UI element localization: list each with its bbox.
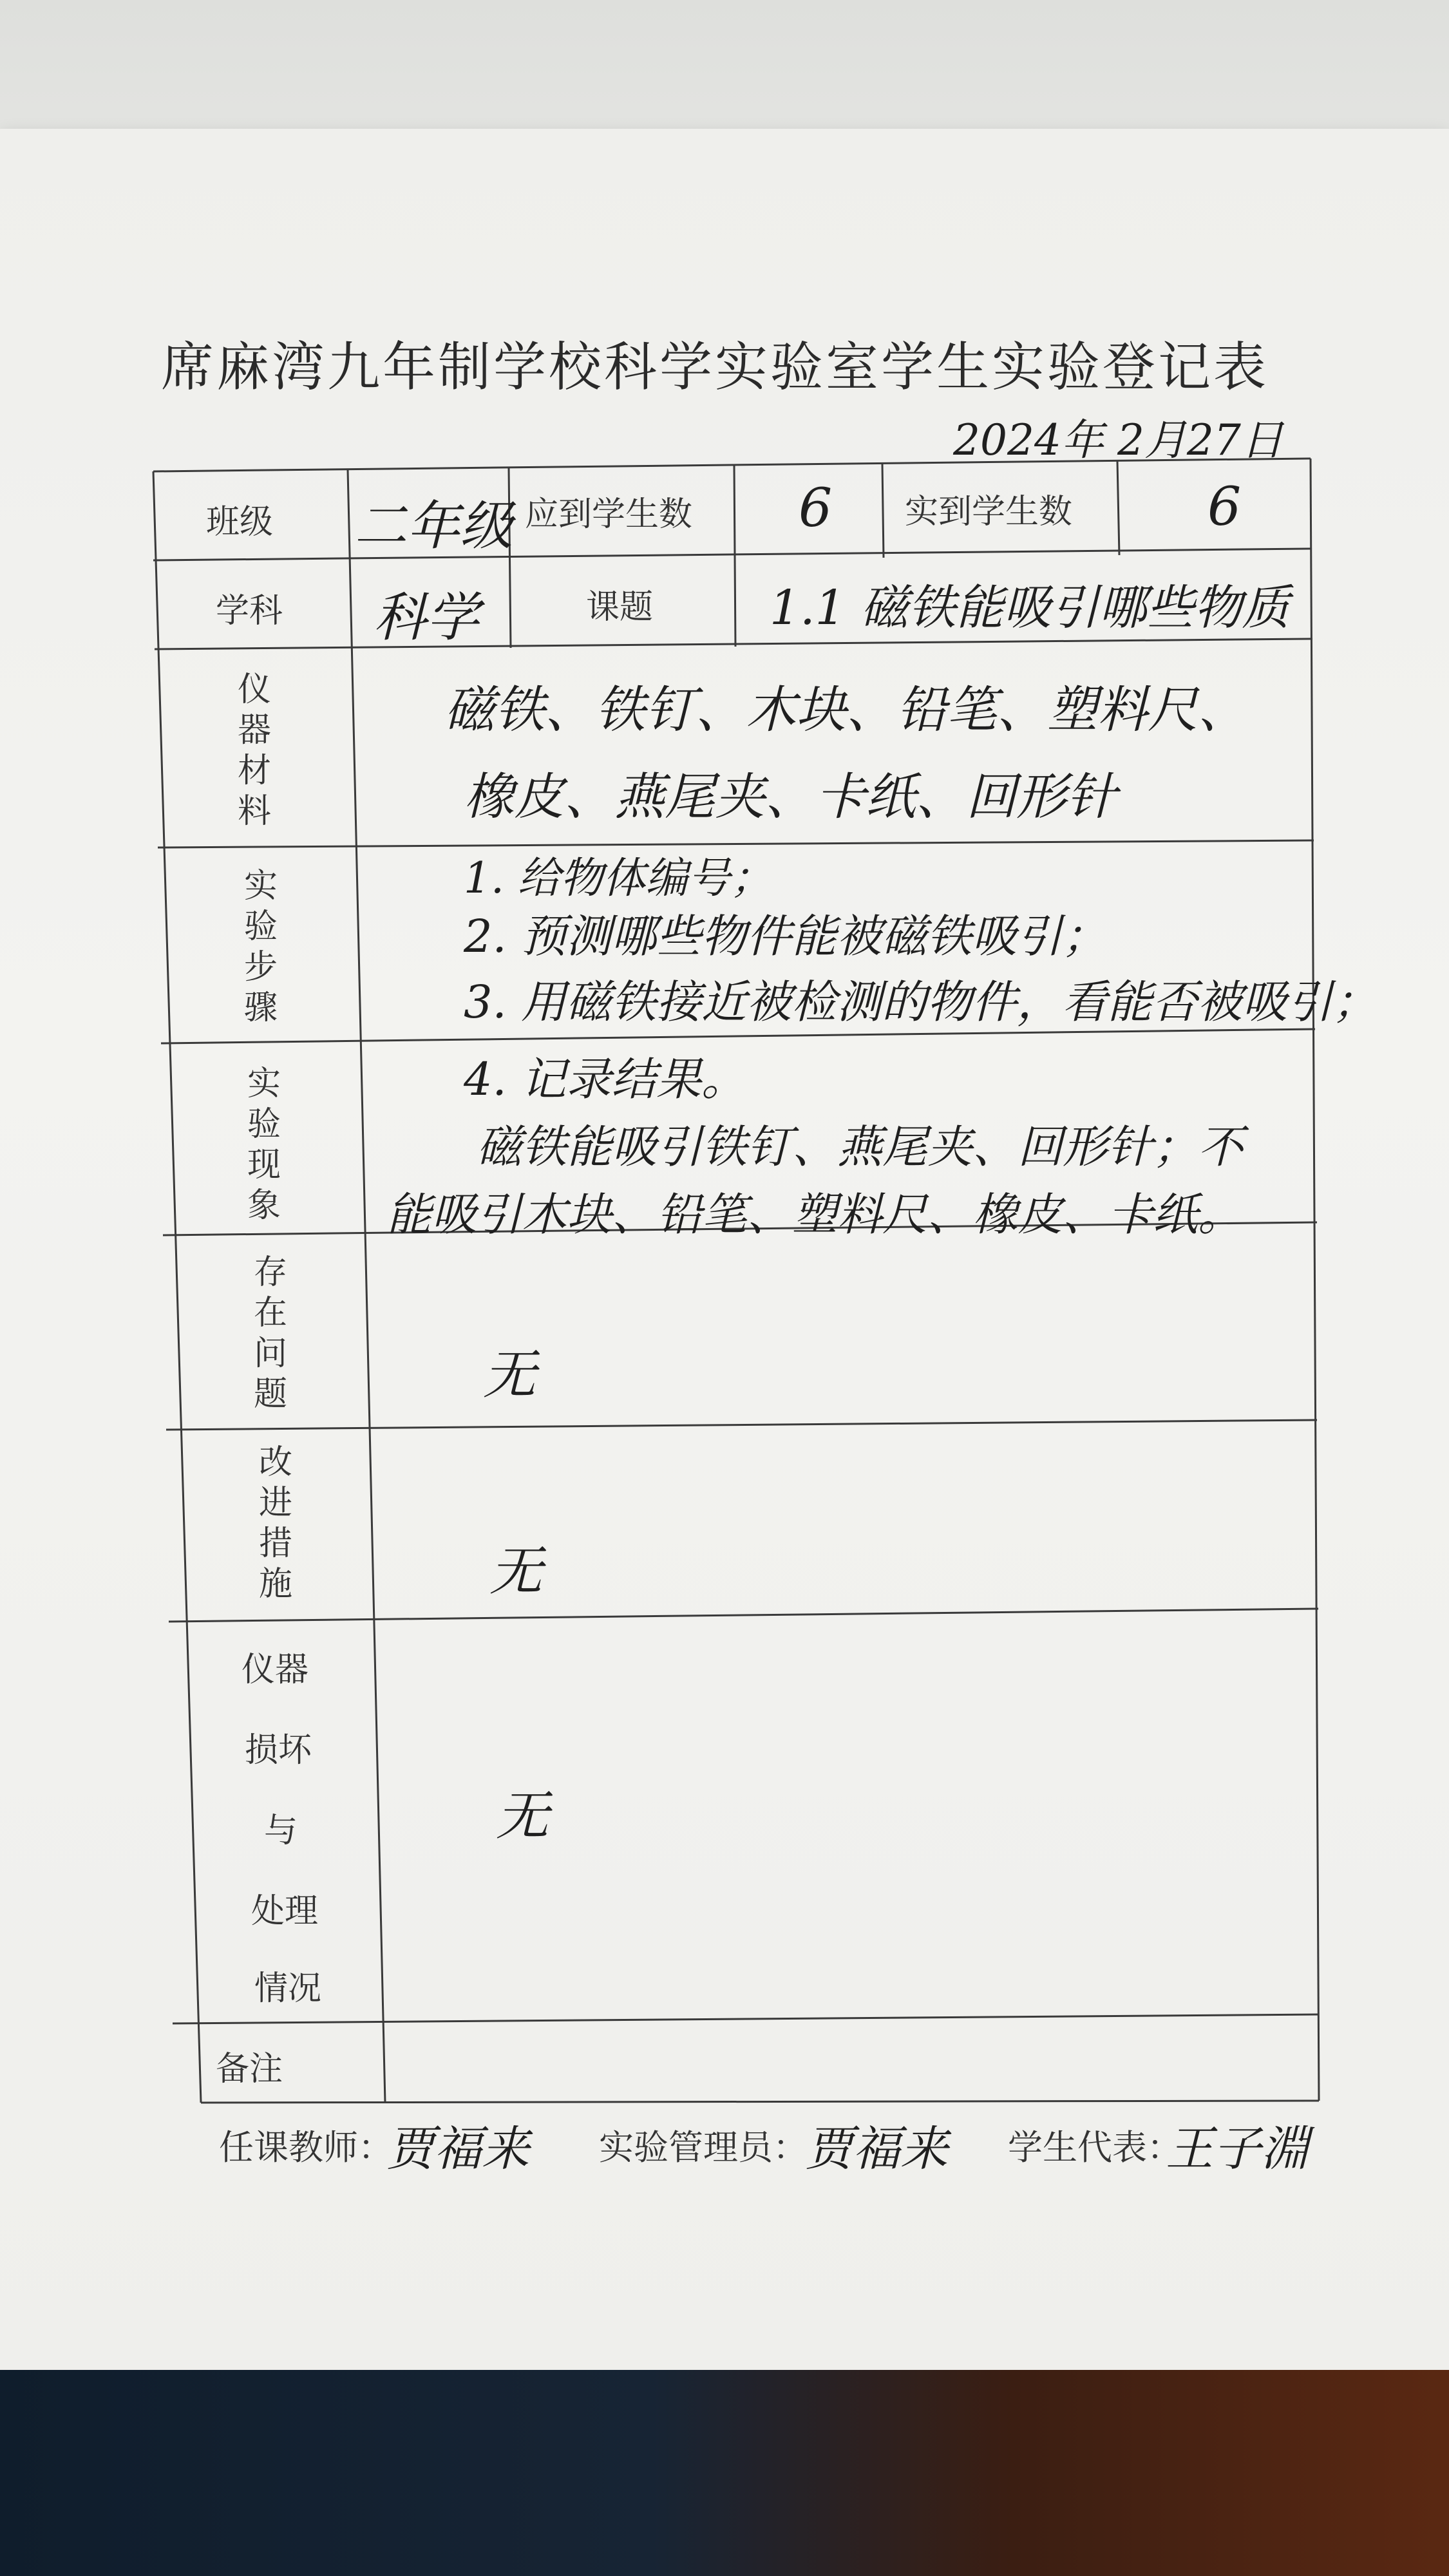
label-phenomenon: 实验现象 [247, 1065, 281, 1225]
label-column-divider [348, 470, 385, 2103]
col-divider-b [734, 465, 735, 647]
value-improvements: 无 [489, 1541, 542, 1602]
table-right-border [1311, 459, 1319, 2101]
teacher-label: 任课教师： [219, 2127, 393, 2168]
value-step-2: 2. 预测哪些物件能被磁铁吸引； [464, 910, 1108, 963]
table-left-border [153, 471, 201, 2103]
label-damage-line2: 损坏 [245, 1731, 312, 1770]
admin-label: 实验管理员： [599, 2127, 808, 2168]
label-actual-students: 实到学生数 [905, 493, 1073, 531]
value-topic: 1.1 磁铁能吸引哪些物质 [770, 580, 1290, 636]
value-expected-students: 6 [799, 478, 833, 539]
label-damage-line5: 情况 [254, 1969, 322, 2008]
value-damage: 无 [496, 1786, 549, 1847]
label-damage-line3: 与 [264, 1812, 298, 1850]
label-remarks: 备注 [216, 2050, 283, 2088]
row-line-6 [166, 1420, 1317, 1430]
value-phenomenon-line1: 磁铁能吸引铁钉、燕尾夹、回形针；不 [477, 1121, 1243, 1173]
row-line-1 [153, 549, 1311, 560]
row-line-8 [173, 2014, 1319, 2023]
value-phenomenon-line2: 能吸引木块、铅笔、塑料尺、橡皮、卡纸。 [386, 1188, 1243, 1241]
form-date: 2024年 2月27日 [953, 415, 1283, 465]
table-bottom-border [201, 2101, 1319, 2103]
form-title: 席麻湾九年制学校科学实验室学生实验登记表 [161, 337, 1269, 398]
value-class: 二年级 [354, 496, 513, 557]
row-line-2 [155, 639, 1312, 649]
value-step-1: 1. 给物体编号； [464, 853, 773, 903]
label-problems: 存在问题 [253, 1253, 287, 1414]
student-rep-label: 学生代表： [1008, 2127, 1182, 2168]
teacher-signature: 贾福来 [386, 2121, 529, 2177]
label-damage-line1: 仪器 [242, 1651, 309, 1689]
label-equipment: 仪器材料 [237, 670, 271, 831]
value-subject: 科学 [374, 587, 479, 649]
label-damage-line4: 处理 [251, 1892, 319, 1931]
value-step-3: 3. 用磁铁接近被检测的物件，看能否被吸引； [464, 976, 1378, 1028]
row-line-4 [161, 1029, 1315, 1043]
value-problems: 无 [483, 1345, 536, 1406]
value-equipment-line1: 磁铁、铁钉、木块、铅笔、塑料尺、 [444, 681, 1249, 739]
label-class: 班级 [206, 503, 274, 542]
label-steps: 实验步骤 [243, 867, 278, 1027]
label-expected-students: 应到学生数 [525, 495, 693, 534]
label-improvements: 改进措施 [258, 1443, 292, 1604]
col-divider-d [1117, 461, 1119, 555]
table-top-border [153, 459, 1311, 471]
value-step-4: 4. 记录结果。 [464, 1053, 747, 1106]
col-divider-c [882, 464, 884, 558]
student-rep-signature: 王子淵 [1166, 2121, 1309, 2177]
value-actual-students: 6 [1208, 477, 1242, 538]
label-topic: 课题 [586, 588, 654, 627]
value-equipment-line2: 橡皮、燕尾夹、卡纸、回形针 [464, 768, 1117, 826]
row-line-7 [169, 1609, 1318, 1622]
admin-signature: 贾福来 [805, 2121, 948, 2177]
label-subject: 学科 [216, 592, 283, 630]
